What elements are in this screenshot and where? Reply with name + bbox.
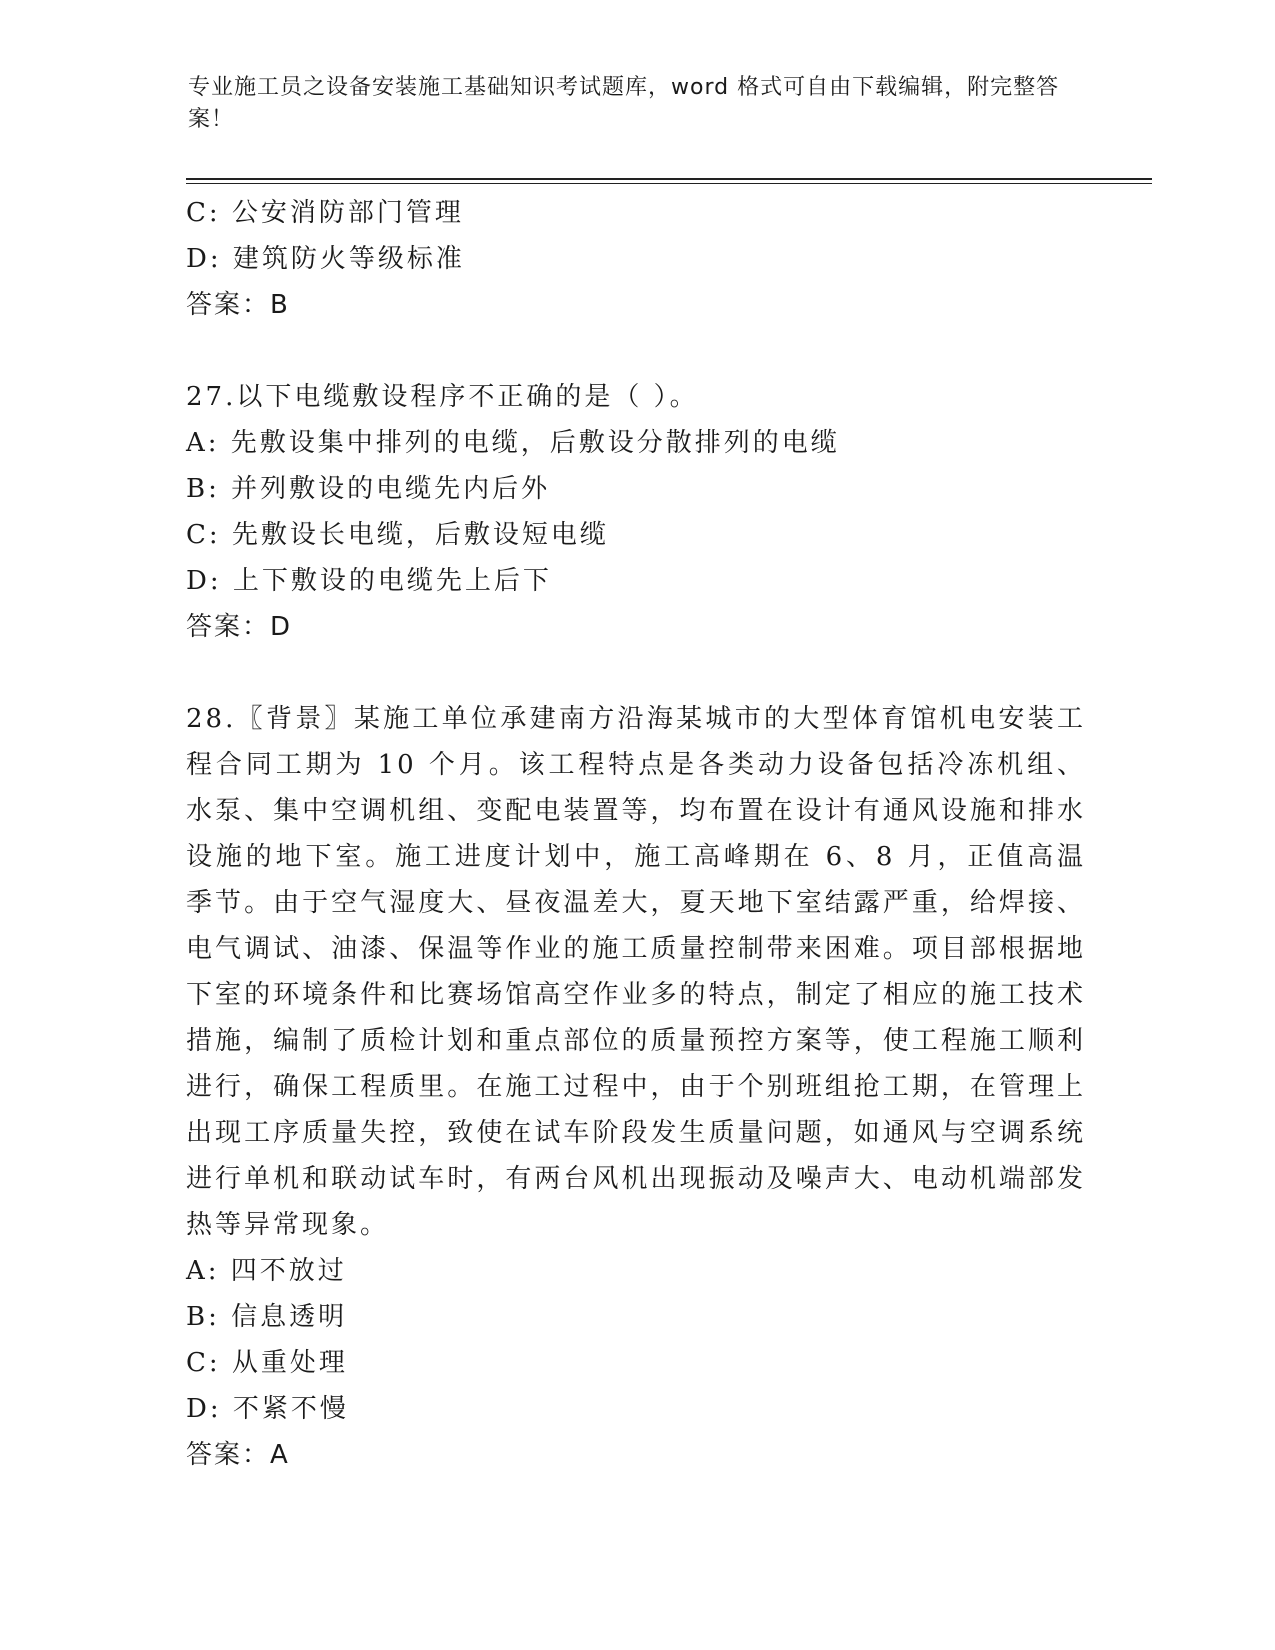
previous-question-tail: [186, 190, 1086, 328]
option-c: C: 从重处理: [186, 1348, 348, 1378]
option-a: A: 先敷设集中排列的电缆，后敷设分散排列的电缆: [186, 428, 840, 458]
question-28: [186, 696, 1086, 1478]
option-a: A: 四不放过: [186, 1256, 347, 1286]
question-stem: 28.〖背景〗某施工单位承建南方沿海某城市的大型体育馆机电安装工程合同工期为 10 个月。该工程特点是各类动力设备包括冷冻机组、水泵、集中空调机组、变配电装置等，均布置在设计有通风设施和排水设施的地下室。施工进度计划中，施工高峰期在 6、8 月，正值高温季节。由于空气湿度大、昼夜温差大，夏天地下室结露严重，给焊接、电气调试、油漆、保温等作业的施工质量控制带来困难。项目部根据地下室的环境条件和比赛场馆高空作业多的特点，制定了相应的施工技术措施，编制了质检计划和重点部位的质量预控方案等，使工程施工顺利进行，确保工程质里。在施工过程中，由于个别班组抢工期，在管理上出现工序质量失控，致使在试车阶段发生质量问题，如通风与空调系统进行单机和联动试车时，有两台风机出现振动及噪声大、电动机端部发热等异常现象。: [186, 704, 1086, 1240]
option-d: D: 不紧不慢: [186, 1394, 349, 1424]
document-header: 专业施工员之设备安装施工基础知识考试题库，word 格式可自由下载编辑，附完整答案！: [188, 75, 1060, 132]
option-b: B: 信息透明: [186, 1302, 348, 1332]
option-b: B: 并列敷设的电缆先内后外: [186, 474, 551, 504]
spacer: [186, 650, 1086, 696]
question-content: [186, 190, 1086, 1478]
option-c: C: 公安消防部门管理: [186, 198, 464, 228]
answer-label: 答案：A: [186, 1440, 290, 1470]
question-27: [186, 374, 1086, 650]
answer-label: 答案：B: [186, 290, 290, 320]
option-d: D: 建筑防火等级标准: [186, 244, 465, 274]
answer-label: 答案：D: [186, 612, 293, 642]
header-divider-thin: [186, 183, 1152, 184]
spacer: [186, 328, 1086, 374]
option-c: C: 先敷设长电缆，后敷设短电缆: [186, 520, 609, 550]
header-divider-thick: [186, 178, 1152, 180]
question-stem: 27.以下电缆敷设程序不正确的是（ ）。: [186, 382, 699, 412]
option-d: D: 上下敷设的电缆先上后下: [186, 566, 552, 596]
